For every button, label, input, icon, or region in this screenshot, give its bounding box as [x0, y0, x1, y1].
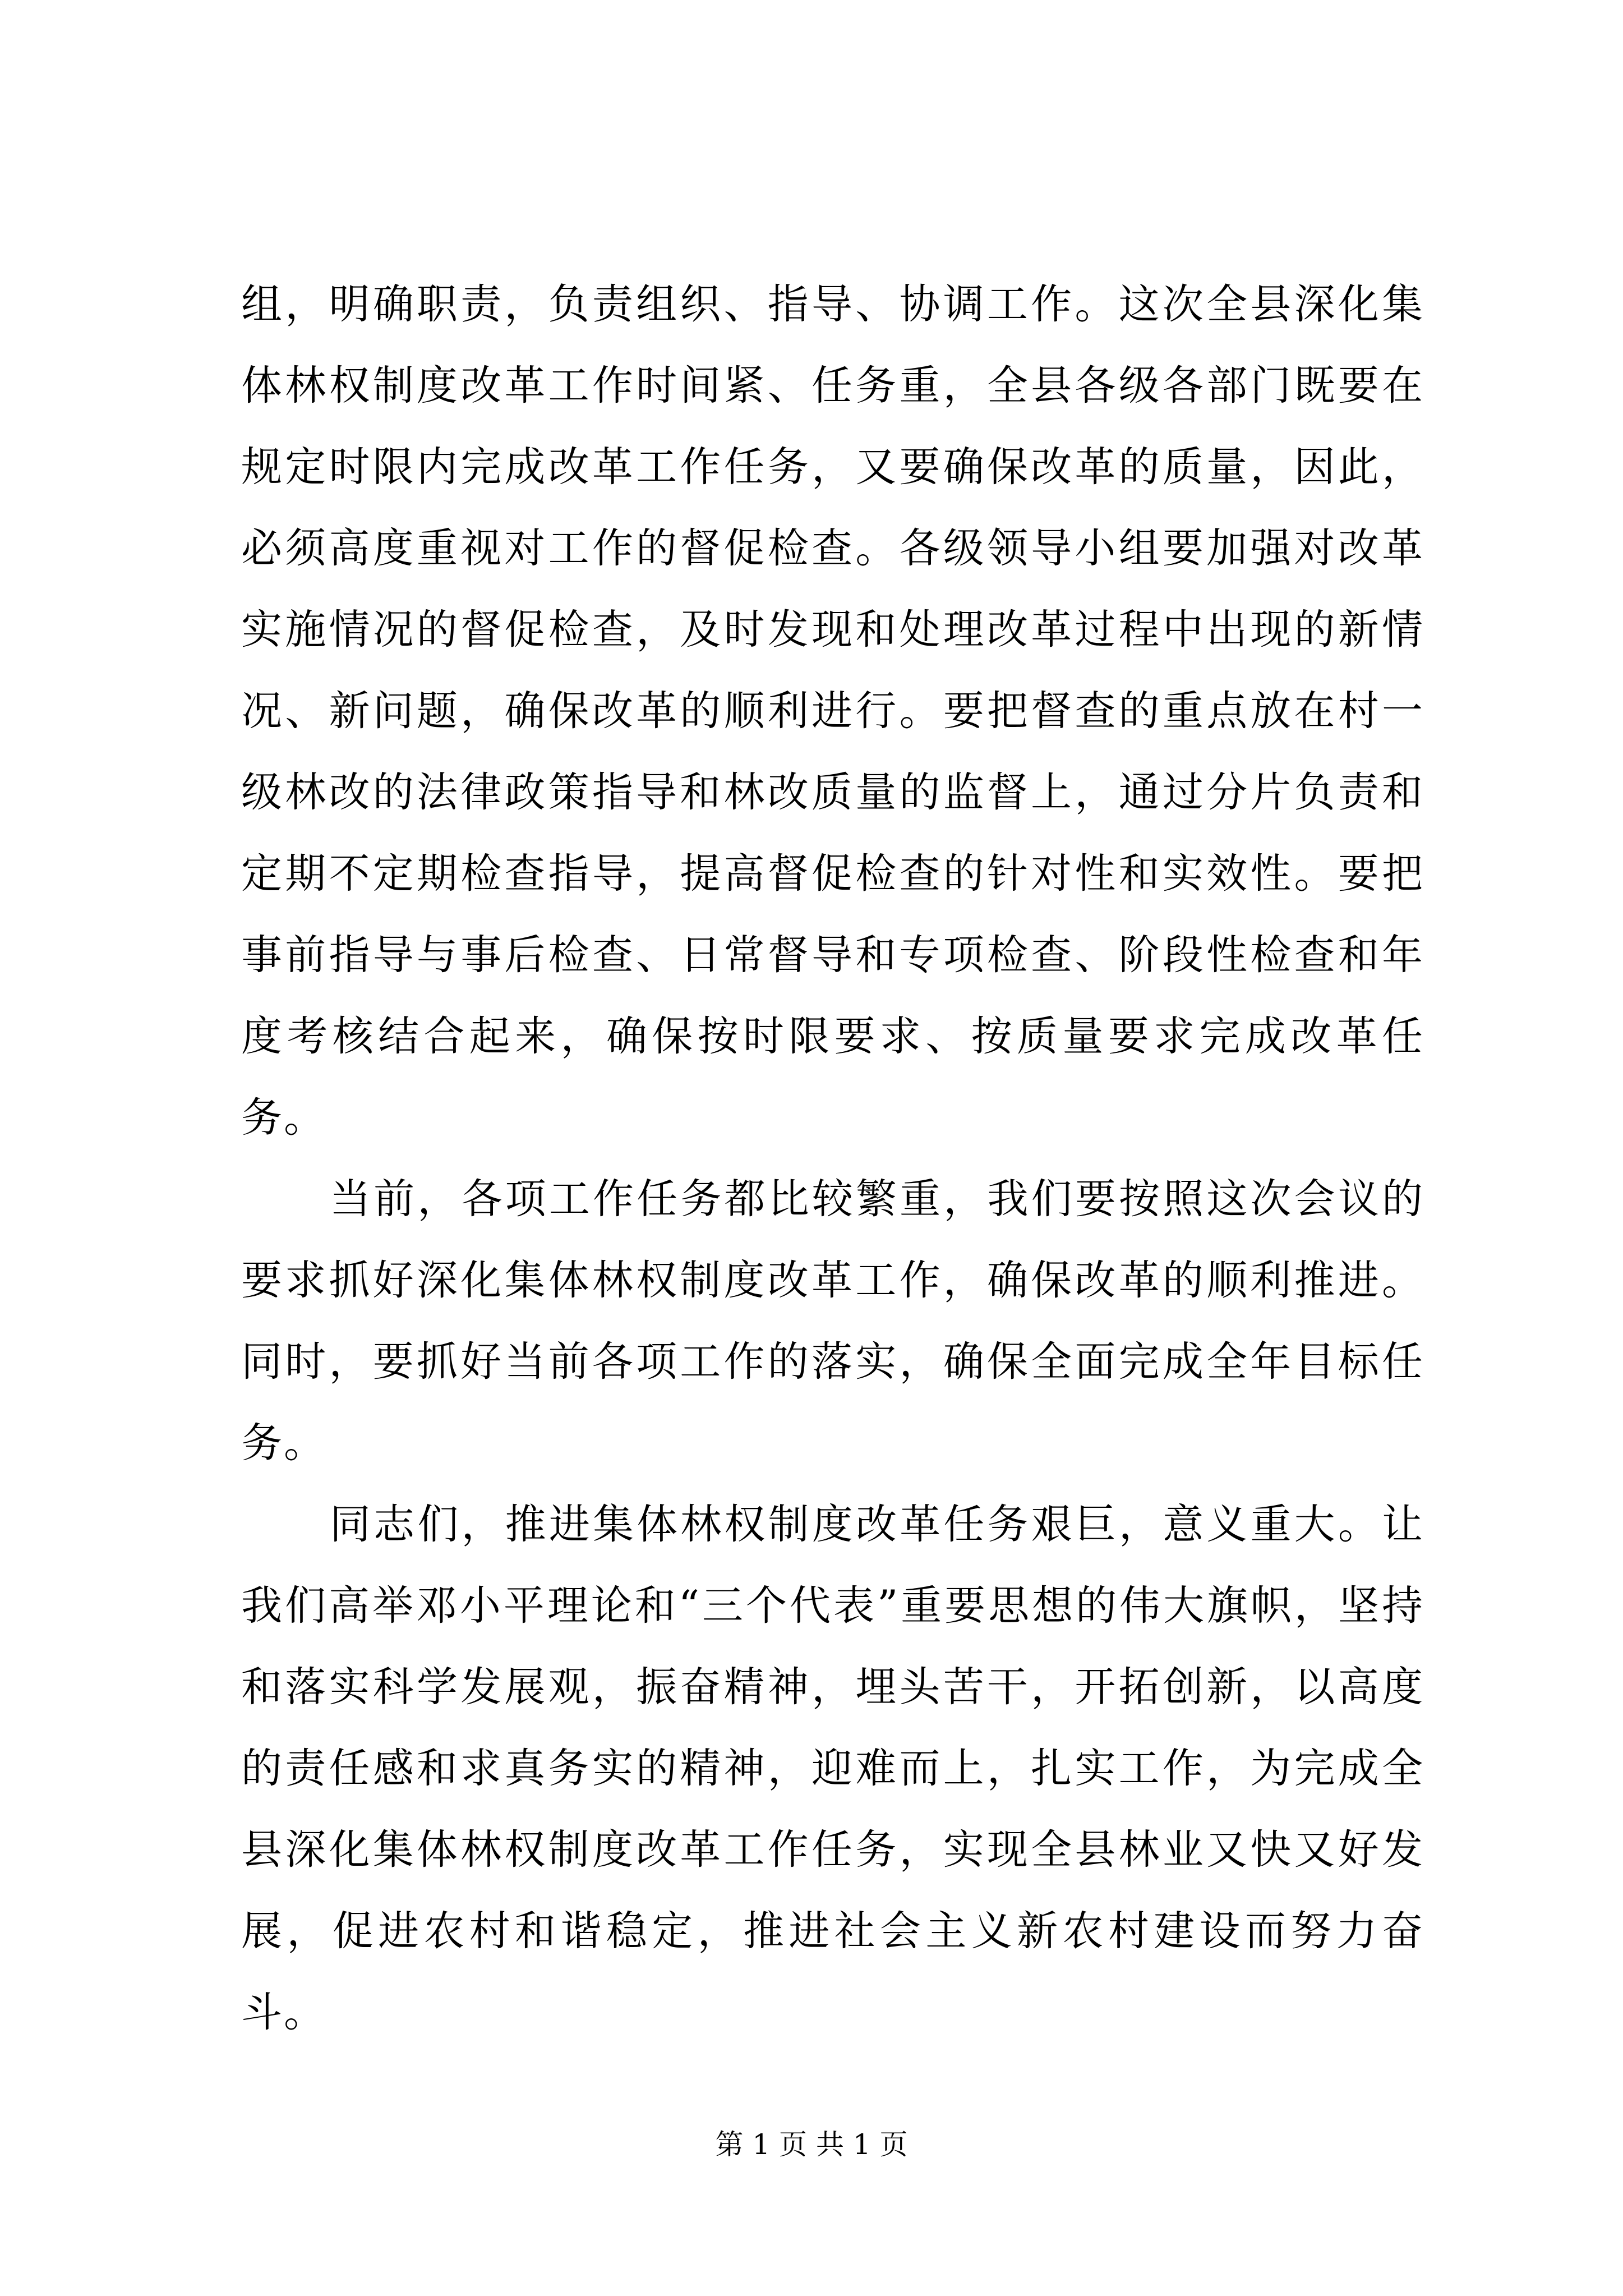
paragraph-1: 组，明确职责，负责组织、指导、协调工作。这次全县深化集体林权制度改革工作时间紧、任务重，全县各级各部门既要在规定时限内完成改革工作任务，又要确保改革的质量，因此，必须高度重视对工作的督促检查。各级领导小组要加强对改革实施情况的督促检查，及时发现和处理改革过程中出现的新情况、新问题，确保改革的顺利进行。要把督查的重点放在村一级林改的法律政策指导和林改质量的监督上，通过分片负责和定期不定期检查指导，提高督促检查的针对性和实效性。要把事前指导与事后检查、日常督导和专项检查、阶段性检查和年度考核结合起来，确保按时限要求、按质量要求完成改革任务。 [241, 280, 1424, 1142]
paragraph-2: 当前，各项工作任务都比较繁重，我们要按照这次会议的要求抓好深化集体林权制度改革工作，确保改革的顺利推进。同时，要抓好当前各项工作的落实，确保全面完成全年目标任务。 [241, 1175, 1424, 1467]
paragraph-3: 同志们，推进集体林权制度改革任务艰巨，意义重大。让我们高举邓小平理论和“三个代表”重要思想的伟大旗帜，坚持和落实科学发展观，振奋精神，埋头苦干，开拓创新，以高度的责任感和求真务实的精神，迎难而上，扎实工作，为完成全县深化集体林权制度改革工作任务，实现全县林业又快又好发展，促进农村和谐稳定，推进社会主义新农村建设而努力奋斗。 [241, 1501, 1424, 2036]
page-footer: 第 1 页 共 1 页 [715, 2128, 908, 2161]
document-body [241, 264, 1424, 2053]
